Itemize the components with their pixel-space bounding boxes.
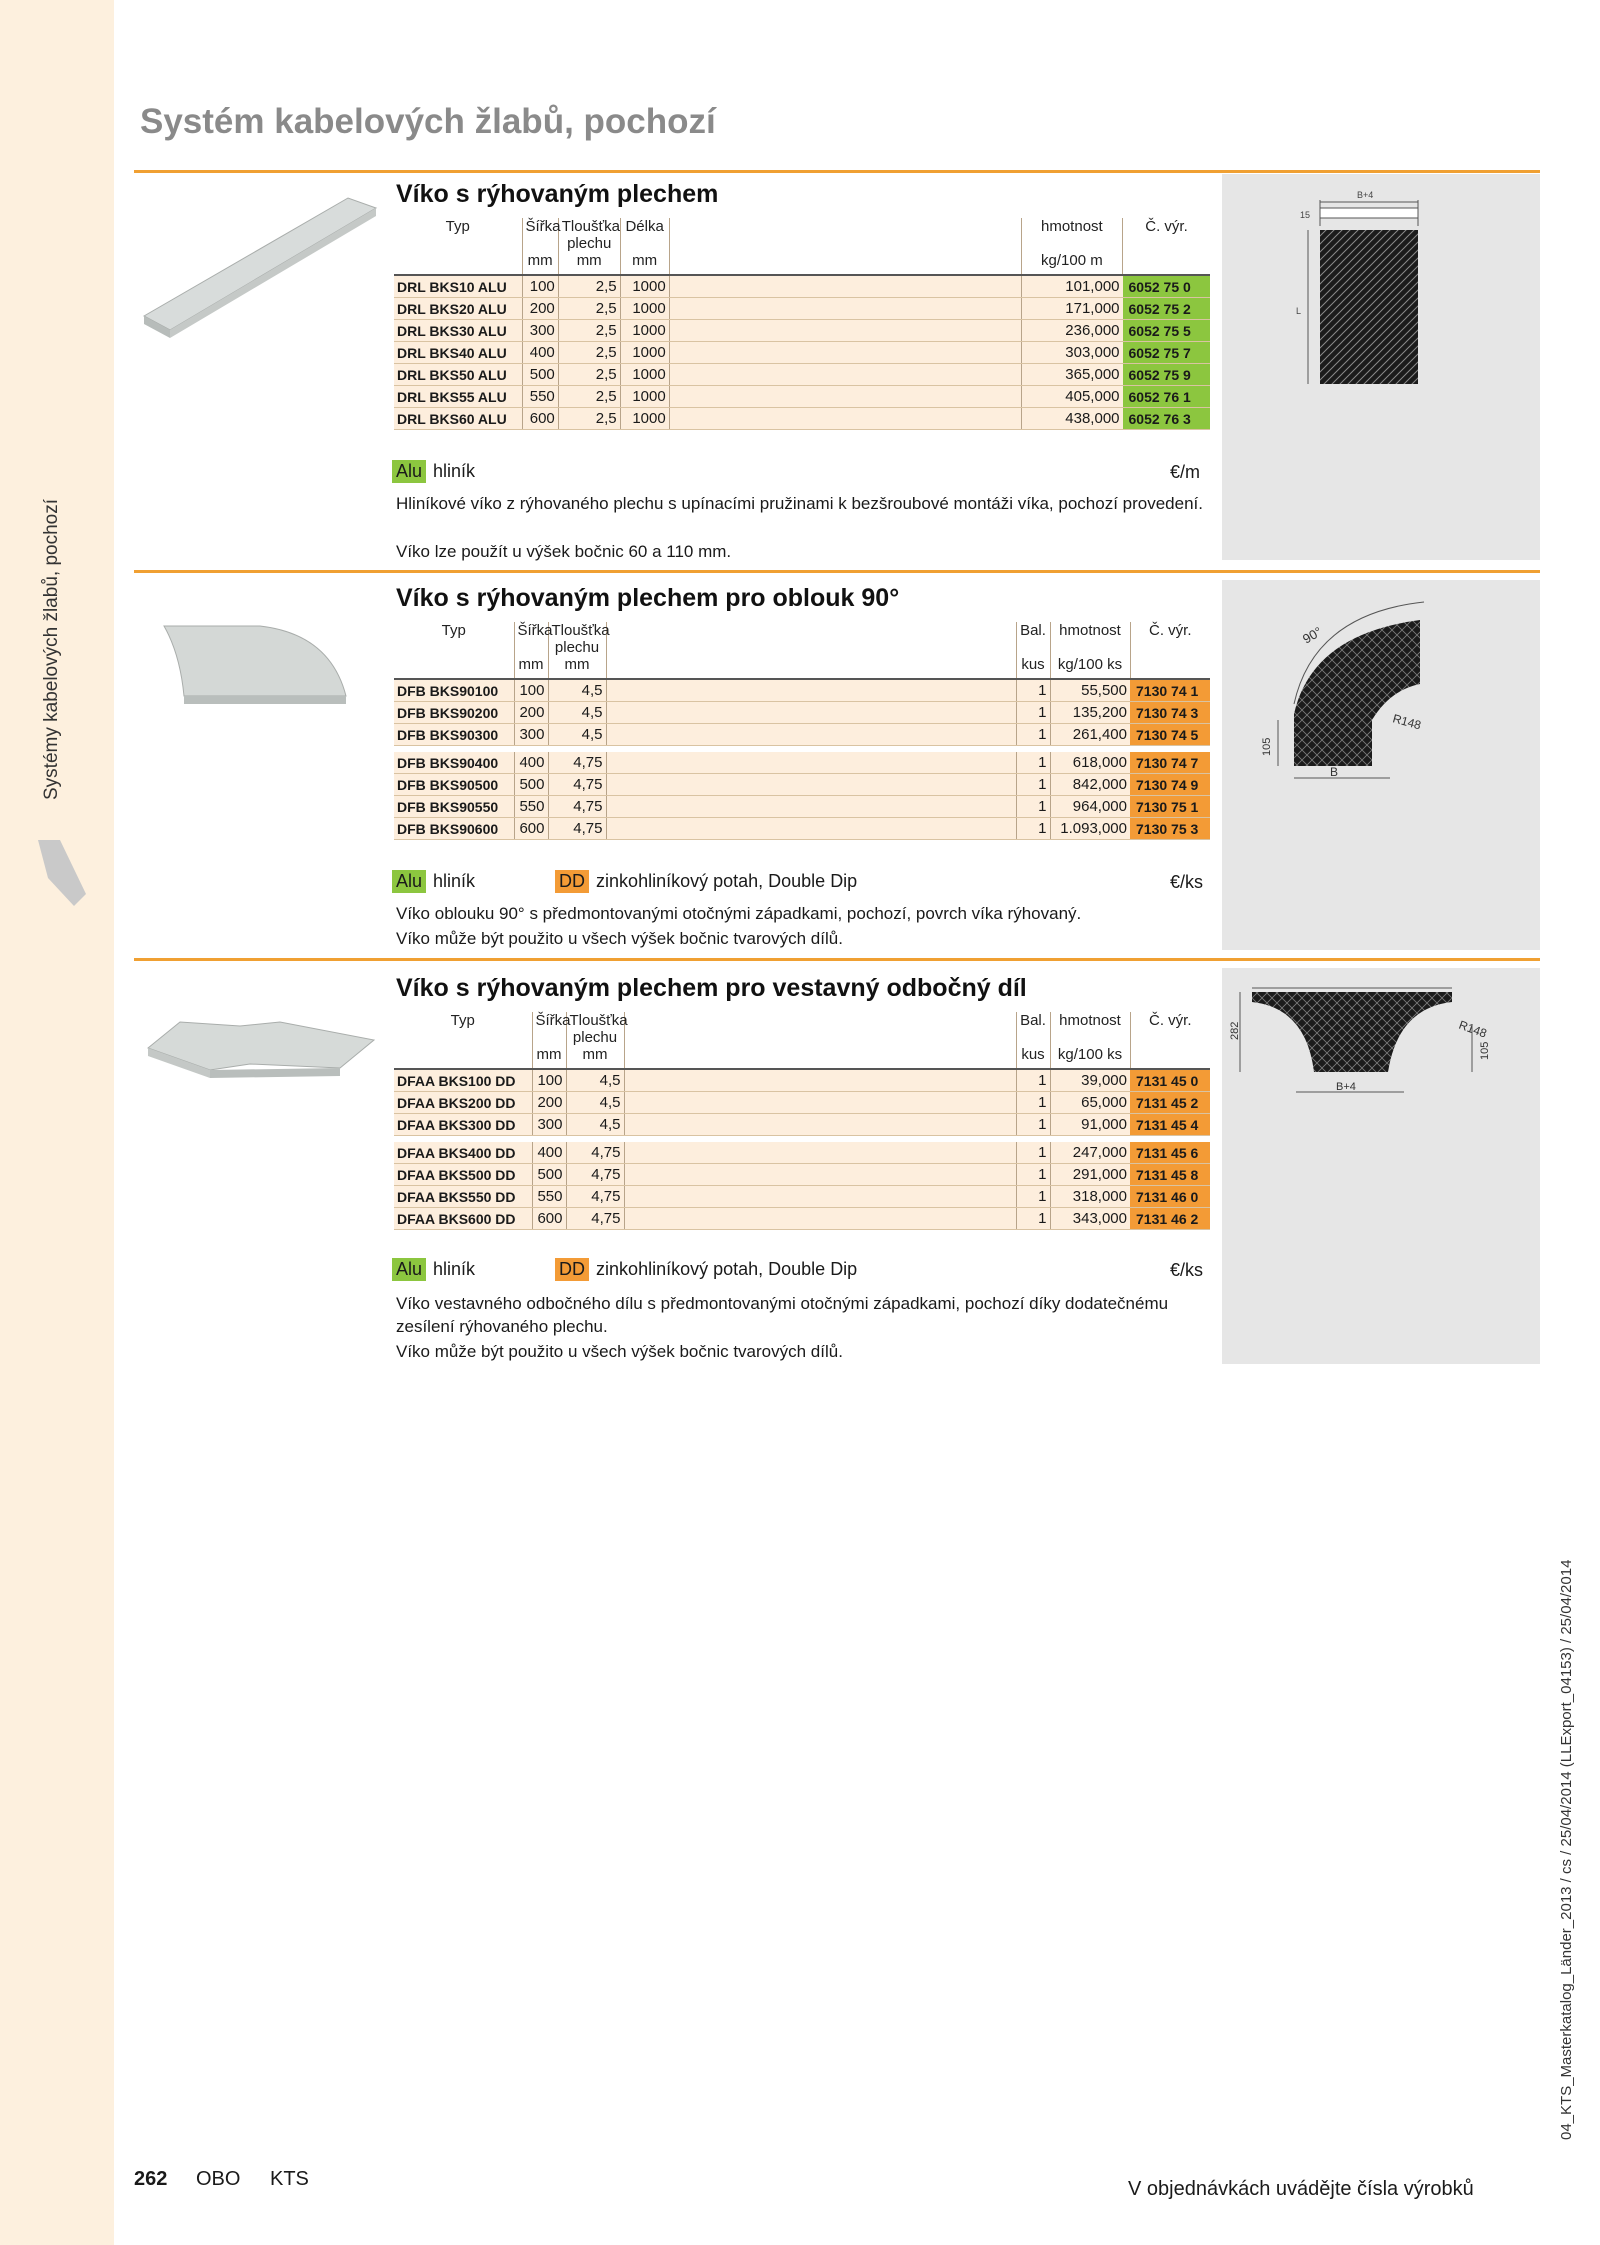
cell-value: 500	[522, 364, 558, 386]
cell-value: 1.093,000	[1050, 818, 1130, 840]
cell-value: 1000	[620, 408, 669, 430]
cell-type: DFAA BKS200 DD	[394, 1092, 532, 1114]
cell-value: 135,200	[1050, 702, 1130, 724]
cell-empty	[624, 1186, 1016, 1208]
cell-value: 4,75	[548, 774, 606, 796]
cell-type: DFB BKS90550	[394, 796, 514, 818]
cell-value: 1000	[620, 342, 669, 364]
drawing-label: 90°	[1300, 623, 1325, 647]
table-row	[394, 796, 1210, 818]
cell-empty	[669, 364, 1021, 386]
col-header-thickness: Tloušťka plechu	[548, 622, 606, 656]
col-header-length: Délka	[620, 218, 669, 252]
legend-code-alu: Alu	[392, 870, 426, 893]
unit-weight: kg/100 ks	[1050, 1046, 1130, 1069]
table-row	[394, 1142, 1210, 1164]
material-legend	[392, 1258, 857, 1281]
cell-value: 100	[522, 275, 558, 298]
col-header-type: Typ	[441, 622, 466, 639]
product-thumbnail-bend-cover	[140, 614, 360, 714]
cell-type: DRL BKS55 ALU	[394, 386, 522, 408]
cell-value: 100	[532, 1069, 566, 1092]
cell-type: DFB BKS90300	[394, 724, 514, 746]
drawing-label: 15	[1300, 210, 1311, 220]
section-divider	[134, 958, 1540, 961]
cell-article-number: 7130 74 5	[1130, 724, 1210, 746]
side-section-label-text: Systémy kabelových žlabů, pochozí	[41, 499, 62, 800]
col-header-empty	[669, 218, 1021, 252]
cell-value: 91,000	[1050, 1114, 1130, 1136]
cell-type: DRL BKS40 ALU	[394, 342, 522, 364]
cell-value: 2,5	[558, 364, 620, 386]
legend-text-dd: zinkohliníkový potah, Double Dip	[596, 871, 858, 891]
cell-type: DFB BKS90200	[394, 702, 514, 724]
cell-value: 1000	[620, 364, 669, 386]
cell-article-number: 6052 75 2	[1123, 298, 1210, 320]
unit-empty	[606, 656, 1016, 679]
section-title: Víko s rýhovaným plechem	[396, 180, 719, 208]
cell-type: DFAA BKS300 DD	[394, 1114, 532, 1136]
cell-value: 365,000	[1021, 364, 1122, 386]
table-row	[394, 364, 1210, 386]
cell-type: DRL BKS30 ALU	[394, 320, 522, 342]
section-title: Víko s rýhovaným plechem pro oblouk 90°	[396, 584, 900, 612]
unit-article	[1123, 252, 1210, 275]
side-tab-marker	[36, 838, 88, 908]
price-unit: €/ks	[1170, 1260, 1204, 1280]
cell-empty	[624, 1114, 1016, 1136]
cell-type: DRL BKS50 ALU	[394, 364, 522, 386]
cell-value: 4,75	[566, 1164, 624, 1186]
table-row	[394, 1208, 1210, 1230]
page-number: 262	[134, 2168, 168, 2190]
product-thumbnail-flat-cover	[140, 184, 380, 344]
technical-drawing-bend-cover	[1222, 580, 1540, 950]
cell-article-number: 7130 74 9	[1130, 774, 1210, 796]
drawing-label: B+4	[1357, 190, 1374, 200]
product-table	[394, 218, 1210, 430]
cell-value: 4,75	[548, 796, 606, 818]
unit-thickness: mm	[548, 656, 606, 679]
description-line: Víko lze použít u výšek bočnic 60 a 110 mm.	[396, 542, 732, 561]
cell-value: 550	[514, 796, 548, 818]
cell-type: DFAA BKS600 DD	[394, 1208, 532, 1230]
export-identifier-text: 04_KTS_Masterkatalog_Länder_2013 / cs / 25/04/2014 (LLExport_04153) / 25/04/2014	[1558, 1559, 1575, 2140]
cell-empty	[624, 1208, 1016, 1230]
unit-width: mm	[522, 252, 558, 275]
cell-value: 500	[532, 1164, 566, 1186]
col-header-empty	[624, 1012, 1016, 1046]
material-legend	[392, 870, 857, 893]
cell-value: 1	[1016, 1186, 1050, 1208]
cell-article-number: 7131 45 4	[1130, 1114, 1210, 1136]
table-row	[394, 320, 1210, 342]
cell-value: 4,5	[566, 1092, 624, 1114]
unit-thickness: mm	[558, 252, 620, 275]
cell-value: 300	[522, 320, 558, 342]
cell-value: 1	[1016, 1208, 1050, 1230]
cell-value: 1	[1016, 1092, 1050, 1114]
cell-value: 1	[1016, 1069, 1050, 1092]
legend-text-alu: hliník	[433, 1259, 476, 1279]
cell-value: 4,5	[548, 679, 606, 702]
cell-value: 2,5	[558, 320, 620, 342]
cell-value: 1	[1016, 724, 1050, 746]
cell-article-number: 7131 46 0	[1130, 1186, 1210, 1208]
cell-type: DFB BKS90100	[394, 679, 514, 702]
table-row	[394, 386, 1210, 408]
drawing-label: 282	[1229, 1021, 1241, 1040]
table-row	[394, 1092, 1210, 1114]
cell-article-number: 7130 74 7	[1130, 752, 1210, 774]
drawing-label: B+4	[1336, 1081, 1356, 1093]
product-rows	[394, 752, 1210, 840]
cell-value: 303,000	[1021, 342, 1122, 364]
cell-value: 1000	[620, 386, 669, 408]
product-rows	[394, 275, 1210, 430]
cell-article-number: 7131 45 8	[1130, 1164, 1210, 1186]
cell-value: 2,5	[558, 408, 620, 430]
description-line: Hliníkové víko z rýhovaného plechu s upínacími pružinami k bezšroubové montáži víka, pochozí provedení.	[396, 494, 1203, 513]
legend-code-alu: Alu	[392, 1258, 426, 1281]
cell-value: 200	[522, 298, 558, 320]
cell-value: 400	[522, 342, 558, 364]
cell-article-number: 7130 74 3	[1130, 702, 1210, 724]
table-row	[394, 679, 1210, 702]
cell-article-number: 6052 75 7	[1123, 342, 1210, 364]
cell-article-number: 6052 75 5	[1123, 320, 1210, 342]
cell-empty	[606, 752, 1016, 774]
cell-value: 1000	[620, 275, 669, 298]
cell-type: DRL BKS20 ALU	[394, 298, 522, 320]
cell-value: 4,5	[566, 1114, 624, 1136]
unit-article	[1130, 656, 1210, 679]
section-divider	[134, 170, 1540, 173]
cell-value: 4,75	[548, 818, 606, 840]
cell-value: 100	[514, 679, 548, 702]
cell-empty	[669, 275, 1021, 298]
description-line: Víko oblouku 90° s předmontovanými otočnými západkami, pochozí, povrch víka rýhovaný.	[396, 904, 1082, 923]
cell-value: 318,000	[1050, 1186, 1130, 1208]
sidebar-band	[0, 0, 114, 2245]
cell-empty	[624, 1142, 1016, 1164]
table-row	[394, 298, 1210, 320]
cell-empty	[606, 702, 1016, 724]
table-row	[394, 1069, 1210, 1092]
cell-value: 842,000	[1050, 774, 1130, 796]
cell-value: 101,000	[1021, 275, 1122, 298]
cell-value: 964,000	[1050, 796, 1130, 818]
unit-type	[394, 656, 514, 679]
cell-value: 200	[532, 1092, 566, 1114]
cell-value: 291,000	[1050, 1164, 1130, 1186]
table-row	[394, 342, 1210, 364]
cell-value: 1	[1016, 1164, 1050, 1186]
product-table	[394, 622, 1210, 840]
cell-empty	[669, 298, 1021, 320]
unit-width: mm	[532, 1046, 566, 1069]
cell-empty	[669, 320, 1021, 342]
cell-type: DFB BKS90600	[394, 818, 514, 840]
cell-value: 4,5	[548, 702, 606, 724]
legend-text-alu: hliník	[433, 461, 476, 481]
export-identifier	[1558, 1559, 1578, 2160]
cell-value: 1000	[620, 298, 669, 320]
col-header-type: Typ	[445, 218, 470, 235]
material-legend	[392, 460, 475, 483]
cell-type: DFAA BKS100 DD	[394, 1069, 532, 1092]
cell-value: 2,5	[558, 275, 620, 298]
table-row	[394, 774, 1210, 796]
cell-article-number: 6052 76 1	[1123, 386, 1210, 408]
drawing-label: R148	[1456, 1017, 1489, 1041]
footer-brand: OBO	[196, 2168, 241, 2190]
col-header-width: Šířka	[522, 218, 558, 252]
drawing-label: 105	[1479, 1041, 1491, 1060]
cell-empty	[606, 774, 1016, 796]
technical-drawing-flat-cover	[1222, 174, 1540, 560]
description-line: Víko může být použito u všech výšek bočnic tvarových dílů.	[396, 1342, 843, 1361]
cell-value: 1	[1016, 1114, 1050, 1136]
cell-value: 55,500	[1050, 679, 1130, 702]
cell-article-number: 7130 75 1	[1130, 796, 1210, 818]
cell-value: 400	[514, 752, 548, 774]
cell-value: 438,000	[1021, 408, 1122, 430]
cell-empty	[624, 1164, 1016, 1186]
unit-length: mm	[620, 252, 669, 275]
cell-value: 600	[522, 408, 558, 430]
cell-value: 343,000	[1050, 1208, 1130, 1230]
table-row	[394, 1186, 1210, 1208]
cell-type: DRL BKS10 ALU	[394, 275, 522, 298]
cell-value: 300	[532, 1114, 566, 1136]
footer-order-note: V objednávkách uvádějte čísla výrobků	[1128, 2178, 1474, 2200]
drawing-label: L	[1296, 306, 1302, 316]
cell-article-number: 7131 46 2	[1130, 1208, 1210, 1230]
section-title: Víko s rýhovaným plechem pro vestavný odbočný díl	[396, 974, 1027, 1002]
cell-value: 4,5	[548, 724, 606, 746]
cell-value: 500	[514, 774, 548, 796]
cell-value: 4,75	[566, 1142, 624, 1164]
cell-value: 550	[522, 386, 558, 408]
table-row	[394, 752, 1210, 774]
cell-value: 1	[1016, 818, 1050, 840]
col-header-article: Č. výr.	[1130, 622, 1210, 656]
table-row	[394, 275, 1210, 298]
unit-article	[1130, 1046, 1210, 1069]
table-row	[394, 702, 1210, 724]
table-row	[394, 818, 1210, 840]
legend-text-alu: hliník	[433, 871, 476, 891]
cell-value: 4,75	[566, 1208, 624, 1230]
product-rows	[394, 679, 1210, 746]
unit-type	[394, 252, 522, 275]
table-row	[394, 724, 1210, 746]
cell-type: DFAA BKS500 DD	[394, 1164, 532, 1186]
cell-value: 261,400	[1050, 724, 1130, 746]
cell-empty	[669, 386, 1021, 408]
col-header-pack: Bal.	[1016, 1012, 1050, 1046]
cell-empty	[606, 724, 1016, 746]
section-divider	[134, 570, 1540, 573]
col-header-width: Šířka	[532, 1012, 566, 1046]
cell-empty	[606, 818, 1016, 840]
cell-value: 1	[1016, 752, 1050, 774]
unit-thickness: mm	[566, 1046, 624, 1069]
description-line: Víko může být použito u všech výšek bočnic tvarových dílů.	[396, 929, 843, 948]
cell-value: 1	[1016, 796, 1050, 818]
unit-width: mm	[514, 656, 548, 679]
drawing-label: 105	[1261, 737, 1273, 756]
col-header-empty	[606, 622, 1016, 656]
cell-value: 171,000	[1021, 298, 1122, 320]
cell-article-number: 6052 75 9	[1123, 364, 1210, 386]
cell-value: 1000	[620, 320, 669, 342]
col-header-pack: Bal.	[1016, 622, 1050, 656]
col-header-weight: hmotnost	[1050, 1012, 1130, 1046]
cell-article-number: 7131 45 6	[1130, 1142, 1210, 1164]
price-unit: €/ks	[1170, 872, 1204, 892]
table-row	[394, 1164, 1210, 1186]
cell-empty	[606, 796, 1016, 818]
cell-value: 65,000	[1050, 1092, 1130, 1114]
legend-text-dd: zinkohliníkový potah, Double Dip	[596, 1259, 858, 1279]
cell-empty	[624, 1069, 1016, 1092]
drawing-label: B	[1330, 765, 1339, 779]
cell-empty	[624, 1092, 1016, 1114]
cell-article-number: 7131 45 0	[1130, 1069, 1210, 1092]
cell-empty	[669, 408, 1021, 430]
legend-code-dd: DD	[555, 1258, 589, 1281]
cell-value: 39,000	[1050, 1069, 1130, 1092]
cell-article-number: 6052 75 0	[1123, 275, 1210, 298]
page-title: Systém kabelových žlabů, pochozí	[140, 102, 716, 141]
cell-value: 236,000	[1021, 320, 1122, 342]
col-header-weight: hmotnost	[1021, 218, 1122, 252]
product-table	[394, 1012, 1210, 1230]
product-thumbnail-branch-cover	[140, 988, 380, 1088]
cell-type: DFB BKS90400	[394, 752, 514, 774]
product-rows	[394, 1142, 1210, 1230]
cell-article-number: 7130 74 1	[1130, 679, 1210, 702]
cell-value: 1	[1016, 679, 1050, 702]
col-header-thickness: Tloušťka plechu	[566, 1012, 624, 1046]
unit-empty	[669, 252, 1021, 275]
cell-value: 300	[514, 724, 548, 746]
technical-drawing-branch-cover	[1222, 968, 1540, 1364]
unit-weight: kg/100 ks	[1050, 656, 1130, 679]
unit-weight: kg/100 m	[1021, 252, 1122, 275]
cell-value: 1	[1016, 774, 1050, 796]
unit-pack: kus	[1016, 1046, 1050, 1069]
table-row	[394, 1114, 1210, 1136]
cell-article-number: 7130 75 3	[1130, 818, 1210, 840]
cell-value: 2,5	[558, 298, 620, 320]
col-header-width: Šířka	[514, 622, 548, 656]
col-header-thickness: Tloušťka plechu	[558, 218, 620, 252]
cell-value: 200	[514, 702, 548, 724]
col-header-article: Č. výr.	[1130, 1012, 1210, 1046]
table-row	[394, 408, 1210, 430]
cell-value: 600	[532, 1208, 566, 1230]
cell-value: 2,5	[558, 342, 620, 364]
cell-value: 600	[514, 818, 548, 840]
col-header-weight: hmotnost	[1050, 622, 1130, 656]
cell-empty	[669, 342, 1021, 364]
cell-value: 1	[1016, 702, 1050, 724]
cell-type: DFAA BKS550 DD	[394, 1186, 532, 1208]
cell-value: 4,75	[548, 752, 606, 774]
cell-article-number: 7131 45 2	[1130, 1092, 1210, 1114]
cell-type: DFB BKS90500	[394, 774, 514, 796]
col-header-type: Typ	[450, 1012, 475, 1029]
cell-article-number: 6052 76 3	[1123, 408, 1210, 430]
unit-pack: kus	[1016, 656, 1050, 679]
cell-value: 550	[532, 1186, 566, 1208]
drawing-label: R148	[1391, 711, 1423, 733]
col-header-article: Č. výr.	[1123, 218, 1210, 252]
cell-value: 618,000	[1050, 752, 1130, 774]
footer-catalog: KTS	[270, 2168, 309, 2190]
cell-value: 400	[532, 1142, 566, 1164]
legend-code-alu: Alu	[392, 460, 426, 483]
side-section-label	[41, 499, 71, 830]
cell-value: 4,75	[566, 1186, 624, 1208]
unit-type	[394, 1046, 532, 1069]
cell-value: 247,000	[1050, 1142, 1130, 1164]
cell-value: 405,000	[1021, 386, 1122, 408]
cell-type: DFAA BKS400 DD	[394, 1142, 532, 1164]
cell-value: 2,5	[558, 386, 620, 408]
legend-code-dd: DD	[555, 870, 589, 893]
cell-empty	[606, 679, 1016, 702]
cell-value: 4,5	[566, 1069, 624, 1092]
unit-empty	[624, 1046, 1016, 1069]
cell-type: DRL BKS60 ALU	[394, 408, 522, 430]
product-rows	[394, 1069, 1210, 1136]
description-line: Víko vestavného odbočného dílu s předmontovanými otočnými západkami, pochozí díky dodatečnému zesílení rýhovaného plechu.	[396, 1294, 1169, 1336]
cell-value: 1	[1016, 1142, 1050, 1164]
price-unit: €/m	[1170, 462, 1201, 482]
